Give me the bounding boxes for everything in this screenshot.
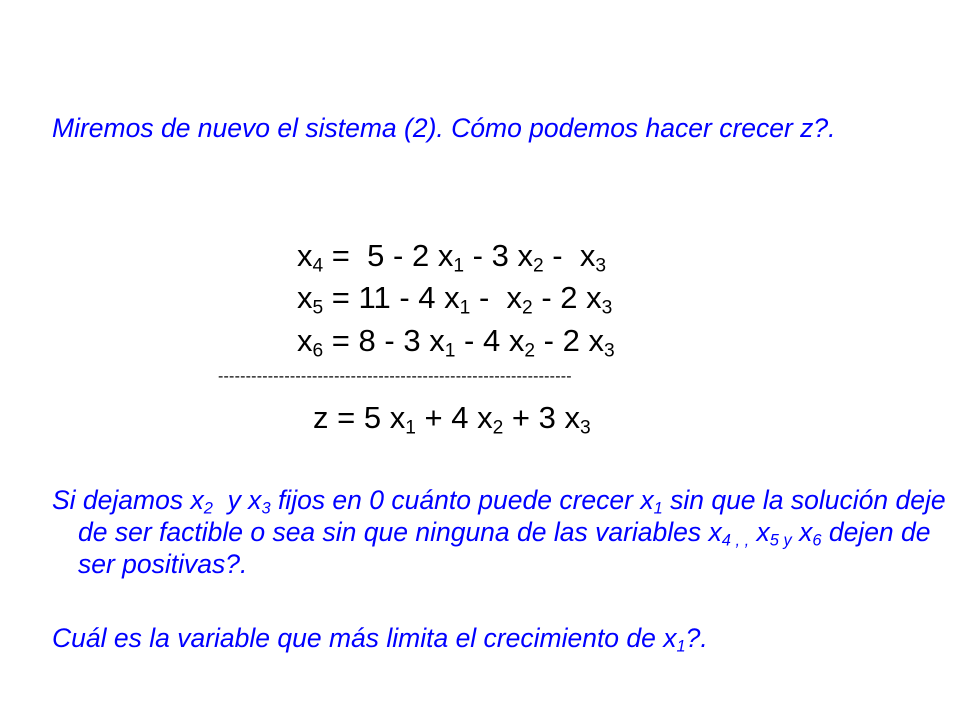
- coefficient: 4: [451, 400, 469, 435]
- constant: 11: [358, 280, 391, 315]
- intro-text: Miremos de nuevo el sistema (2). Cómo podemos hacer crecer z?.: [52, 113, 836, 143]
- coefficient: 5: [363, 400, 382, 435]
- subscript: 6: [312, 340, 324, 362]
- coefficient: 4: [482, 323, 501, 358]
- objective-variable: z: [313, 400, 329, 435]
- coefficient: 2: [411, 238, 430, 273]
- subscript: 4: [312, 255, 324, 277]
- question-limiting-variable: Cuál es la variable que más limita el crecimiento de $x_1$?.: [52, 623, 708, 656]
- equation-x4: $x_4 = 5 - 2$ $x_1 - 3$ $x_2 - x_3$: [297, 238, 606, 277]
- coefficient: 3: [403, 323, 421, 358]
- objective-function: z = 5 $x_1 + 4$ $x_2 + 3$ $x_3$: [313, 400, 591, 439]
- subscript: 5: [312, 297, 324, 319]
- separator-line: ----------------------------------------------------------------: [218, 368, 572, 385]
- coefficient: 4: [418, 280, 436, 315]
- coefficient: 3: [491, 238, 509, 273]
- equation-x5: $x_5 = 11 - 4$ $x_1 - x_2 - 2$ $x_3$: [297, 280, 613, 319]
- constant: 8: [358, 323, 376, 358]
- coefficient: 3: [538, 400, 556, 435]
- constant: 5: [367, 238, 385, 273]
- coefficient: 2: [562, 323, 580, 358]
- coefficient: 2: [560, 280, 578, 315]
- equation-x6: $x_6 = 8 - 3$ $x_1 - 4$ $x_2 - 2$ $x_3$: [297, 323, 615, 362]
- question-text: Si dejamos $x_2$ y $x_3$ fijos en 0 cuánto puede crecer $x_1$ sin que la solución deje de ser factible o sea sin que ninguna de las variables $x_{4 , ,}$ $x_{5 y}$ $x_6$ dejen de ser positivas?.: [52, 485, 946, 579]
